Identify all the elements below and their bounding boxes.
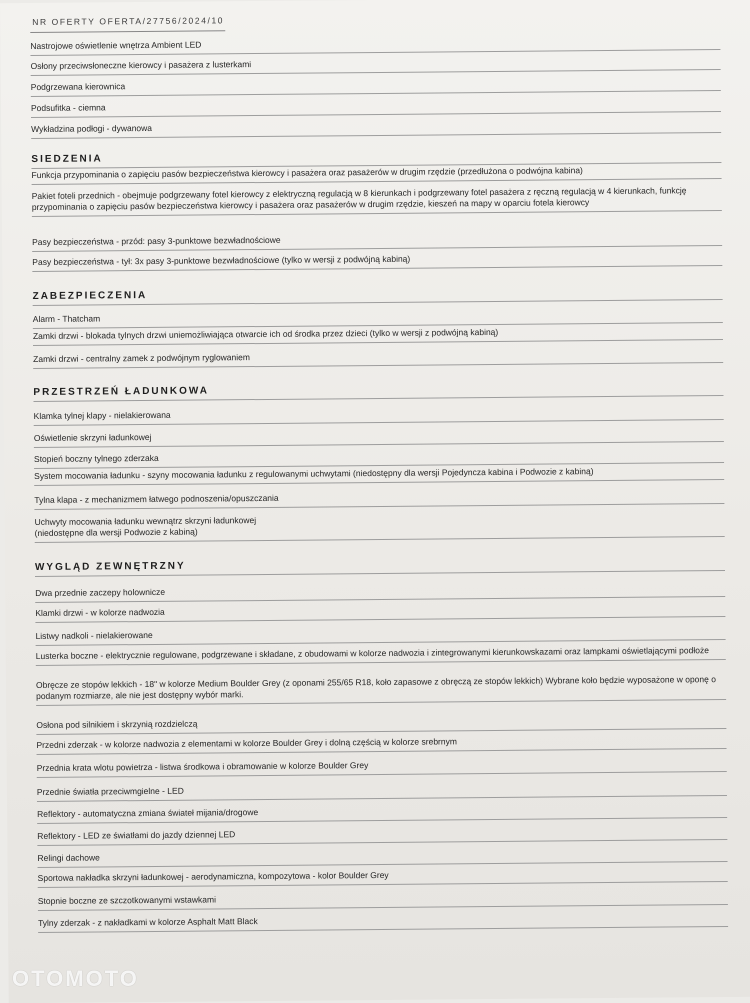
list-item: Przedni zderzak - w kolorze nadwozia z elementami w kolorze Boulder Grey i dolną częścią w kolorze srebrnym — [36, 734, 726, 755]
list-item: Klamki drzwi - w kolorze nadwozia — [35, 602, 725, 623]
list-item-line: (niedostępne dla wersji Podwozie z kabiną) — [34, 526, 198, 538]
list-item: Oświetlenie skrzyni ładunkowej — [34, 427, 724, 448]
list-item: Przednie światła przeciwmgielne - LED — [37, 781, 727, 802]
list-item: Funkcja przypominania o zapięciu pasów bezpieczeństwa kierowcy i pasażera oraz pasażerów w drugim rzędzie (przedłużona o podwójna kabina) — [31, 164, 721, 185]
list-item: Osłona pod silnikiem i skrzynią rozdzielczą — [36, 714, 726, 735]
list-item: Podsufitka - ciemna — [31, 97, 721, 118]
header-underline — [30, 30, 225, 33]
section-heading: SIEDZENIA — [31, 148, 721, 169]
section-heading: WYGLĄD ZEWNĘTRZNY — [35, 556, 725, 577]
list-item: Pasy bezpieczeństwa - przód: pasy 3-punktowe bezwładnościowe — [32, 231, 722, 252]
list-item: Reflektory - automatyczna zmiana świateł mijania/drogowe — [37, 803, 727, 824]
list-item: Listwy nadkoli - nielakierowane — [35, 625, 725, 646]
list-item: Podgrzewana kierownica — [31, 76, 721, 97]
offer-number: NR OFERTY OFERTA/27756/2024/10 — [32, 15, 225, 27]
list-item: Pasy bezpieczeństwa - tył: 3x pasy 3-punktowe bezwładnościowe (tylko w wersji z podwójną kabiną) — [32, 251, 722, 272]
list-item: Obręcze ze stopów lekkich - 18" w kolorze Medium Boulder Grey (z oponami 255/65 R18, koło zapasowe z obręczą ze stopów lekkich) Wybrane koło będzie wyposażone w oponę o podanym rozmiarze, ale nie jest dostępny wybór marki. — [36, 674, 726, 706]
list-item: Osłony przeciwsłoneczne kierowcy i pasażera z lusterkami — [31, 55, 721, 76]
list-item: Zamki drzwi - blokada tylnych drzwi uniemożliwiająca otwarcie ich od środka przez dzieci (tylko w wersji z podwójną kabiną) — [33, 325, 723, 346]
list-item: Tylny zderzak - z nakładkami w kolorze Asphalt Matt Black — [38, 912, 728, 933]
list-item: Alarm - Thatcham — [33, 308, 723, 329]
list-item: Reflektory - LED ze światłami do jazdy dziennej LED — [37, 825, 727, 846]
list-item: Przednia krata wlotu powietrza - listwa środkowa i obramowanie w kolorze Boulder Grey — [37, 757, 727, 778]
list-item: Stopnie boczne ze szczotkowanymi wstawkami — [38, 890, 728, 911]
section-heading: PRZESTRZEŃ ŁADUNKOWA — [33, 381, 723, 402]
list-item: Nastrojowe oświetlenie wnętrza Ambient LED — [30, 35, 720, 56]
list-item: System mocowania ładunku - szyny mocowania ładunku z regulowanymi uchwytami (niedostępny dla wersji Pojedyncza kabina i Podwozie z kabiną) — [34, 465, 724, 486]
list-item: Pakiet foteli przednich - obejmuje podgrzewany fotel kierowcy z elektryczną regulacją w 8 kierunkach i podgrzewany fotel pasażera z ręczną regulacją w 4 kierunkach, funkcję przypominania o zapięciu pasów bezpieczeństwa kierowcy i pasażera oraz pasażerów w drugim rzędzie, kieszeń na mapy w oparciu fotela kierowcy — [32, 185, 722, 217]
section-heading: ZABEZPIECZENIA — [33, 285, 723, 306]
list-item: Relingi dachowe — [37, 847, 727, 868]
list-item: Lusterka boczne - elektrycznie regulowane, podgrzewane i składane, z obudowami w kolorze nadwozia i zintegrowanymi kierunkowskazami oraz lampkami oświetlającymi podłoże — [36, 645, 726, 666]
list-item: Sportowa nakładka skrzyni ładunkowej - aerodynamiczna, kompozytowa - kolor Boulder Grey — [38, 867, 728, 888]
list-item-line: Uchwyty mocowania ładunku wewnątrz skrzyni ładunkowej — [34, 515, 257, 527]
list-item: Stopień boczny tylnego zderzaka — [34, 448, 724, 469]
list-item: Dwa przednie zaczepy holownicze — [35, 582, 725, 603]
list-item: Klamka tylnej klapy - nielakierowana — [34, 405, 724, 426]
list-item: Zamki drzwi - centralny zamek z podwójnym ryglowaniem — [33, 348, 723, 369]
list-item: Wykładzina podłogi - dywanowa — [31, 118, 721, 139]
list-item — [34, 511, 724, 543]
otomoto-watermark: OTOMOTO — [12, 966, 139, 991]
list-item: Tylna klapa - z mechanizmem łatwego podnoszenia/opuszczania — [34, 489, 724, 510]
